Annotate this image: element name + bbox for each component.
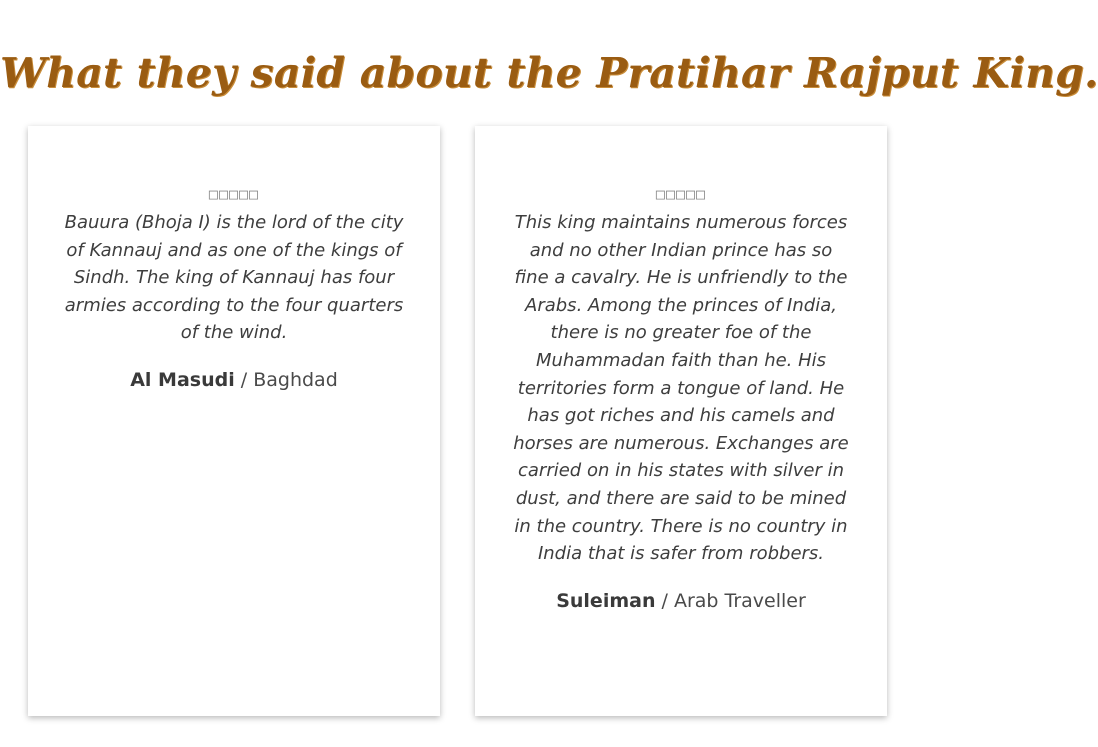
- testimonial-quote: Bauura (Bhoja I) is the lord of the city of Kannauj and as one of the kings of Sindh. The king of Kannauj has four armies according to the four quarters of the wind.: [64, 212, 404, 344]
- author-origin: Baghdad: [253, 368, 338, 391]
- testimonial-author: [475, 590, 887, 612]
- author-name: Suleiman: [556, 589, 656, 612]
- author-name: Al Masudi: [130, 368, 235, 391]
- testimonial-quote: This king maintains numerous forces and no other Indian prince has so fine a cavalry. He is unfriendly to the Arabs. Among the princes of India, there is no greater foe of the Muhammadan faith than he. His territories form a tongue of land. He has got riches and his camels and horses are numerous. Exchanges are carried on in his states with silver in dust, and there are said to be mined in the country. There is no country in India that is safer from robbers.: [513, 212, 849, 565]
- rating-stars-icon: □□□□□: [655, 185, 707, 203]
- testimonial-card-suleiman: [475, 126, 887, 716]
- testimonial-card-al-masudi: [28, 126, 440, 716]
- author-separator: /: [655, 589, 674, 612]
- page-title: What they said about the Pratihar Rajput King.: [0, 49, 1098, 98]
- rating-stars-icon: □□□□□: [208, 185, 260, 203]
- author-separator: /: [234, 368, 254, 391]
- author-origin: Arab Traveller: [673, 589, 806, 612]
- testimonial-author: [28, 369, 440, 391]
